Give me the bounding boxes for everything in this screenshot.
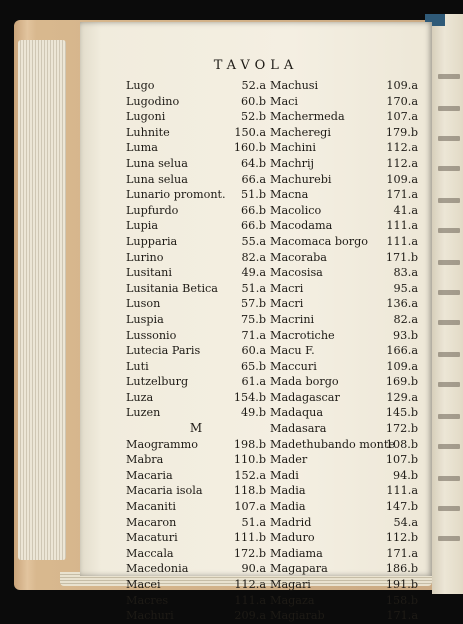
index-entry <box>126 296 266 312</box>
entry-name: Macodama <box>270 219 333 233</box>
entry-page-ref: 64.b <box>241 156 266 170</box>
entry-page-ref: 51.b <box>241 188 266 202</box>
index-entry <box>270 421 418 437</box>
index-entry <box>270 125 418 141</box>
entry-name: Lunario promont. <box>126 188 226 202</box>
entry-page-ref: 75.b <box>241 312 266 326</box>
entry-page-ref: 198.b <box>233 437 266 451</box>
entry-page-ref: 186.b <box>385 562 418 576</box>
entry-name: Macrini <box>270 312 315 326</box>
entry-page-ref: 66.b <box>241 203 266 217</box>
index-entry <box>126 328 266 344</box>
entry-name: Maci <box>270 94 298 108</box>
index-entry <box>270 109 418 125</box>
index-entry <box>270 250 418 266</box>
entry-page-ref: 66.a <box>241 172 266 186</box>
entry-page-ref: 55.a <box>241 234 266 248</box>
index-entry <box>270 328 418 344</box>
entry-page-ref: 61.a <box>241 375 266 389</box>
index-entry <box>126 608 266 624</box>
entry-name: Macaria isola <box>126 484 203 498</box>
entry-page-ref: 145.b <box>385 406 418 420</box>
entry-page-ref: 107.b <box>385 453 418 467</box>
entry-name: Macu F. <box>270 344 315 358</box>
entry-name: Luhnite <box>126 125 170 139</box>
entry-name: Macaria <box>126 468 173 482</box>
section-letter-text: M <box>189 421 203 436</box>
entry-name: Macaron <box>126 515 177 529</box>
entry-page-ref: 52.b <box>241 110 266 124</box>
entry-name: Magiarab <box>270 609 325 623</box>
left-index-column <box>126 78 266 624</box>
entry-page-ref: 111.b <box>233 531 266 545</box>
entry-name: Lupparia <box>126 234 178 248</box>
entry-page-ref: 65.b <box>241 359 266 373</box>
entry-name: Macaturi <box>126 531 178 545</box>
index-entry <box>126 312 266 328</box>
entry-page-ref: 158.b <box>385 593 418 607</box>
entry-name: Lutecia Paris <box>126 344 201 358</box>
entry-page-ref: 51.a <box>241 281 266 295</box>
index-entry <box>270 94 418 110</box>
entry-name: Lugo <box>126 79 155 92</box>
entry-page-ref: 109.a <box>386 79 418 92</box>
facing-page-edge <box>432 14 463 594</box>
entry-name: Lugoni <box>126 110 166 124</box>
index-entry <box>270 608 418 624</box>
entry-name: Macei <box>126 578 161 591</box>
entry-page-ref: 179.b <box>385 125 418 139</box>
index-entry <box>270 296 418 312</box>
right-index-column <box>270 78 418 624</box>
index-entry <box>270 78 418 94</box>
index-entry <box>126 140 266 156</box>
entry-page-ref: 111.a <box>386 234 418 248</box>
entry-page-ref: 170.a <box>386 94 418 108</box>
entry-name: Lupia <box>126 219 159 233</box>
index-entry <box>126 499 266 515</box>
index-entry <box>270 281 418 297</box>
entry-page-ref: 191.b <box>385 578 418 591</box>
entry-page-ref: 172.b <box>233 546 266 560</box>
entry-page-ref: 54.a <box>393 515 418 529</box>
entry-page-ref: 66.b <box>241 219 266 233</box>
index-entry <box>270 577 418 593</box>
entry-name: Lusitania Betica <box>126 281 218 295</box>
index-entry <box>126 405 266 421</box>
entry-name: Lurino <box>126 250 164 264</box>
entry-name: Macoraba <box>270 250 327 264</box>
entry-page-ref: 171.a <box>386 609 418 623</box>
entry-page-ref: 82.a <box>393 312 418 326</box>
entry-page-ref: 110.b <box>233 453 266 467</box>
entry-page-ref: 108.b <box>385 437 418 451</box>
entry-name: Magaza <box>270 593 315 607</box>
entry-name: Macri <box>270 297 304 311</box>
entry-name: Macrotiche <box>270 328 335 342</box>
entry-page-ref: 111.a <box>386 219 418 233</box>
entry-page-ref: 136.a <box>386 297 418 311</box>
index-entry <box>126 515 266 531</box>
index-entry <box>126 187 266 203</box>
index-entry <box>270 203 418 219</box>
entry-name: Maduro <box>270 531 315 545</box>
index-entry <box>126 452 266 468</box>
index-entry <box>126 577 266 593</box>
index-entry <box>126 218 266 234</box>
index-entry <box>270 546 418 562</box>
index-entry <box>126 109 266 125</box>
index-entry <box>270 530 418 546</box>
page-title: TAVOLA <box>213 58 299 73</box>
entry-name: Madagascar <box>270 390 340 404</box>
index-entry <box>126 561 266 577</box>
entry-name: Machuri <box>126 609 174 623</box>
index-entry <box>270 312 418 328</box>
entry-page-ref: 129.a <box>386 390 418 404</box>
entry-name: Madasara <box>270 422 327 436</box>
entry-name: Luzen <box>126 406 161 420</box>
section-letter <box>126 421 266 437</box>
entry-name: Madia <box>270 500 306 514</box>
index-entry <box>270 218 418 234</box>
entry-name: Lussonio <box>126 328 177 342</box>
entry-page-ref: 49.b <box>241 406 266 420</box>
index-entry <box>270 187 418 203</box>
entry-name: Maccuri <box>270 359 317 373</box>
entry-page-ref: 166.a <box>386 344 418 358</box>
entry-name: Luna selua <box>126 156 188 170</box>
entry-name: Madi <box>270 468 299 482</box>
index-entry <box>126 530 266 546</box>
index-entry <box>126 390 266 406</box>
entry-name: Macomaca borgo <box>270 234 369 248</box>
entry-name: Luspia <box>126 312 164 326</box>
entry-name: Macna <box>270 188 309 202</box>
entry-page-ref: 57.b <box>241 297 266 311</box>
index-entry <box>126 359 266 375</box>
entry-page-ref: 107.a <box>234 500 266 514</box>
index-entry <box>126 343 266 359</box>
index-entry <box>126 593 266 609</box>
entry-name: Madiama <box>270 546 323 560</box>
entry-name: Luza <box>126 390 154 404</box>
entry-page-ref: 60.a <box>241 344 266 358</box>
index-entry <box>270 343 418 359</box>
entry-page-ref: 51.a <box>241 515 266 529</box>
entry-name: Mada borgo <box>270 375 339 389</box>
entry-name: Macedonia <box>126 562 189 576</box>
entry-page-ref: 83.a <box>393 266 418 280</box>
index-entry <box>270 499 418 515</box>
index-entry <box>270 172 418 188</box>
entry-page-ref: 150.a <box>234 125 266 139</box>
entry-page-ref: 172.b <box>385 422 418 436</box>
entry-name: Machrij <box>270 156 314 170</box>
entry-name: Macolico <box>270 203 322 217</box>
entry-page-ref: 118.b <box>233 484 266 498</box>
entry-page-ref: 112.a <box>386 141 418 155</box>
index-entry <box>126 546 266 562</box>
entry-name: Mabra <box>126 453 164 467</box>
index-entry <box>270 140 418 156</box>
entry-name: Macosisa <box>270 266 323 280</box>
index-entry <box>126 172 266 188</box>
index-entry <box>270 374 418 390</box>
entry-name: Machermeda <box>270 110 345 124</box>
index-entry <box>126 94 266 110</box>
entry-page-ref: 107.a <box>386 110 418 124</box>
index-entry <box>126 374 266 390</box>
entry-page-ref: 95.a <box>393 281 418 295</box>
entry-page-ref: 60.b <box>241 94 266 108</box>
entry-name: Macri <box>270 281 304 295</box>
index-entry <box>126 483 266 499</box>
index-entry <box>126 156 266 172</box>
entry-page-ref: 49.a <box>241 266 266 280</box>
index-entry <box>126 250 266 266</box>
entry-name: Maogrammo <box>126 437 198 451</box>
entry-name: Machini <box>270 141 316 155</box>
entry-page-ref: 111.a <box>234 593 266 607</box>
entry-name: Madaqua <box>270 406 323 420</box>
index-entry <box>270 156 418 172</box>
entry-name: Madrid <box>270 515 312 529</box>
entry-name: Luson <box>126 297 161 311</box>
entry-name: Macres <box>126 593 169 607</box>
entry-page-ref: 112.a <box>386 156 418 170</box>
index-entry <box>270 390 418 406</box>
index-entry <box>126 125 266 141</box>
entry-name: Maccala <box>126 546 174 560</box>
index-entry <box>270 234 418 250</box>
entry-name: Lugodino <box>126 94 180 108</box>
entry-name: Macaniti <box>126 500 176 514</box>
entry-page-ref: 209.a <box>234 609 266 623</box>
entry-page-ref: 111.a <box>386 484 418 498</box>
entry-page-ref: 52.a <box>241 79 266 92</box>
entry-name: Machurebi <box>270 172 332 186</box>
index-entry <box>270 483 418 499</box>
index-entry <box>126 281 266 297</box>
entry-page-ref: 82.a <box>241 250 266 264</box>
index-entry <box>270 468 418 484</box>
index-entry <box>270 515 418 531</box>
entry-name: Macheregi <box>270 125 331 139</box>
index-entry <box>126 78 266 94</box>
entry-name: Magapara <box>270 562 328 576</box>
entry-name: Lusitani <box>126 266 172 280</box>
entry-name: Magari <box>270 578 311 591</box>
entry-page-ref: 41.a <box>393 203 418 217</box>
entry-page-ref: 71.a <box>241 328 266 342</box>
entry-name: Machusi <box>270 79 319 92</box>
index-page <box>80 22 432 623</box>
entry-name: Luna selua <box>126 172 188 186</box>
entry-page-ref: 109.a <box>386 172 418 186</box>
entry-name: Lutzelburg <box>126 375 189 389</box>
index-entry <box>270 437 418 453</box>
index-entry <box>270 452 418 468</box>
entry-name: Luma <box>126 141 158 155</box>
entry-page-ref: 93.b <box>393 328 418 342</box>
entry-page-ref: 152.a <box>234 468 266 482</box>
entry-page-ref: 112.a <box>234 578 266 591</box>
index-entry <box>270 359 418 375</box>
entry-page-ref: 171.b <box>385 250 418 264</box>
entry-page-ref: 94.b <box>393 468 418 482</box>
index-entry <box>270 593 418 609</box>
index-entry <box>126 234 266 250</box>
index-entry <box>270 265 418 281</box>
entry-name: Luti <box>126 359 149 373</box>
index-entry <box>126 437 266 453</box>
index-entry <box>270 561 418 577</box>
entry-page-ref: 160.b <box>233 141 266 155</box>
entry-page-ref: 112.b <box>385 531 418 545</box>
entry-name: Madia <box>270 484 306 498</box>
entry-page-ref: 90.a <box>241 562 266 576</box>
index-entry <box>126 468 266 484</box>
page-block-edge <box>18 40 66 560</box>
entry-name: Lupfurdo <box>126 203 179 217</box>
index-entry <box>126 265 266 281</box>
entry-page-ref: 171.a <box>386 546 418 560</box>
entry-page-ref: 154.b <box>233 390 266 404</box>
entry-name: Mader <box>270 453 308 467</box>
entry-page-ref: 169.b <box>385 375 418 389</box>
entry-name: Madethubando monte <box>270 437 395 451</box>
entry-page-ref: 147.b <box>385 500 418 514</box>
entry-page-ref: 171.a <box>386 188 418 202</box>
index-entry <box>270 405 418 421</box>
index-entry <box>126 203 266 219</box>
entry-page-ref: 109.a <box>386 359 418 373</box>
